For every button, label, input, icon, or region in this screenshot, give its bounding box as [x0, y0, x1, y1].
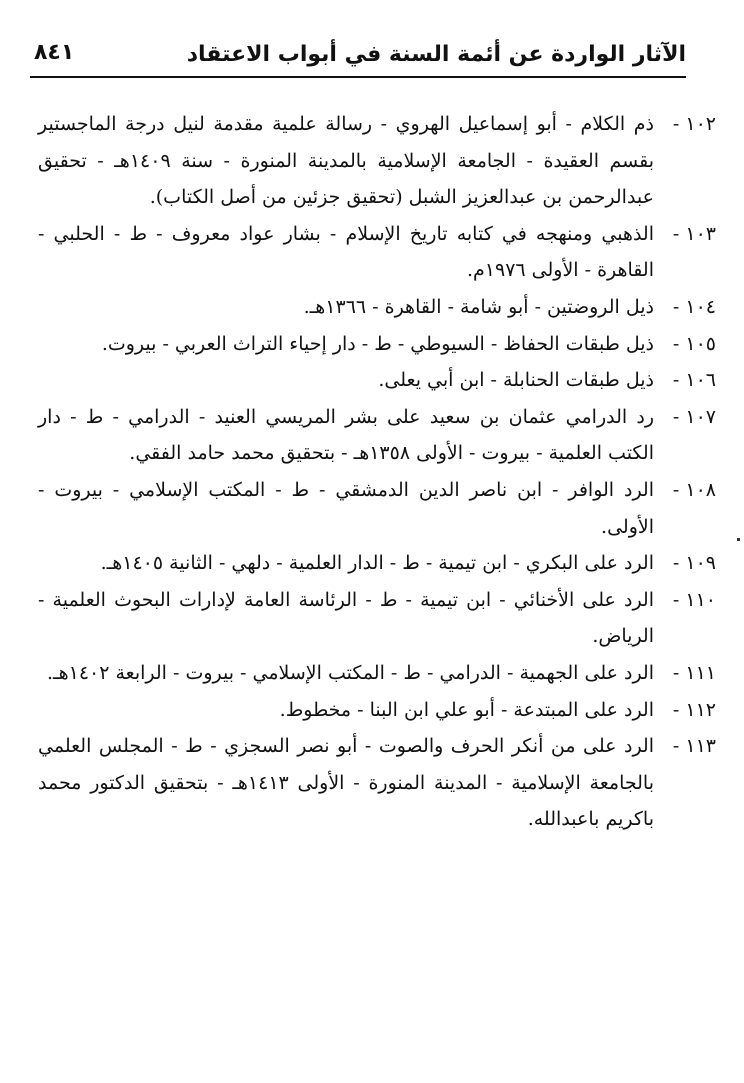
entry-number: ١٠٥ -	[672, 332, 716, 355]
entry-number: ١٠٧ -	[672, 405, 716, 428]
bibliography-entry-108	[38, 472, 716, 545]
entry-text: الرد على المبتدعة - أبو علي ابن البنا - مخطوط.	[279, 698, 654, 721]
entry-number: ١٠٣ -	[672, 222, 716, 245]
entry-number: ١١٢ -	[672, 698, 716, 721]
page-header	[30, 28, 686, 78]
entry-number: ١٠٨ -	[672, 478, 716, 501]
entry-text: ذم الكلام - أبو إسماعيل الهروي - رسالة علمية مقدمة لنيل درجة الماجستير بقسم العقيدة - الجامعة الإسلامية بالمدينة المنورة - سنة ١٤٠٩هـ - تحقيق عبدالرحمن بن عبدالعزيز الشبل (تحقيق جزئين من أصل الكتاب).	[38, 113, 655, 209]
bibliography-entry-109	[38, 545, 716, 582]
bibliography-list	[38, 106, 716, 838]
bibliography-entry-113	[38, 728, 716, 838]
running-title: الآثار الواردة عن أئمة السنة في أبواب الاعتقاد	[186, 42, 686, 67]
page-number: ٨٤١	[34, 40, 75, 65]
entry-number: ١٠٩ -	[672, 552, 716, 575]
entry-text: ذيل طبقات الحنابلة - ابن أبي يعلى.	[378, 369, 654, 392]
entry-number: ١١٣ -	[672, 735, 716, 758]
bibliography-entry-106	[38, 362, 716, 399]
header-rule	[30, 76, 686, 78]
bibliography-entry-111	[38, 655, 716, 692]
entry-number: ١١١ -	[672, 661, 716, 684]
entry-text: رد الدرامي عثمان بن سعيد على بشر المريسي العنيد - الدرامي - ط - دار الكتب العلمية - بيروت - الأولى ١٣٥٨هـ - بتحقيق محمد حامد الفقي.	[38, 405, 654, 465]
bibliography-entry-102	[38, 106, 716, 216]
bibliography-entry-103	[38, 216, 716, 289]
entry-number: ١٠٦ -	[672, 369, 716, 392]
entry-text: الرد الوافر - ابن ناصر الدين الدمشقي - ط - المكتب الإسلامي - بيروت - الأولى.	[38, 478, 654, 538]
entry-number: ١٠٤ -	[672, 295, 716, 318]
bibliography-entry-107	[38, 399, 716, 472]
entry-text: ذيل الروضتين - أبو شامة - القاهرة - ١٣٦٦هـ.	[303, 295, 654, 318]
entry-text: الذهبي ومنهجه في كتابه تاريخ الإسلام - بشار عواد معروف - ط - الحلبي - القاهرة - الأولى ١٩٧٦م.	[38, 222, 654, 282]
bibliography-entry-110	[38, 582, 716, 655]
entry-text: الرد على الجهمية - الدرامي - ط - المكتب الإسلامي - بيروت - الرابعة ١٤٠٢هـ.	[46, 661, 654, 684]
entry-text: الرد على الأخنائي - ابن تيمية - ط - الرئاسة العامة لإدارات البحوث العلمية - الرياض.	[38, 588, 654, 648]
bibliography-entry-105	[38, 326, 716, 363]
entry-text: ذيل طبقات الحفاظ - السيوطي - ط - دار إحياء التراث العربي - بيروت.	[101, 332, 654, 355]
margin-mark	[737, 538, 740, 541]
entry-number: ١١٠ -	[672, 588, 716, 611]
entry-text: الرد على من أنكر الحرف والصوت - أبو نصر السجزي - ط - المجلس العلمي بالجامعة الإسلامية - المدينة المنورة - الأولى ١٤١٣هـ - بتحقيق الدكتور محمد باكريم باعبدالله.	[38, 735, 654, 831]
bibliography-entry-104	[38, 289, 716, 326]
bibliography-entry-112	[38, 692, 716, 729]
entry-text: الرد على البكري - ابن تيمية - ط - الدار العلمية - دلهي - الثانية ١٤٠٥هـ.	[100, 552, 654, 575]
entry-number: ١٠٢ -	[672, 113, 716, 135]
